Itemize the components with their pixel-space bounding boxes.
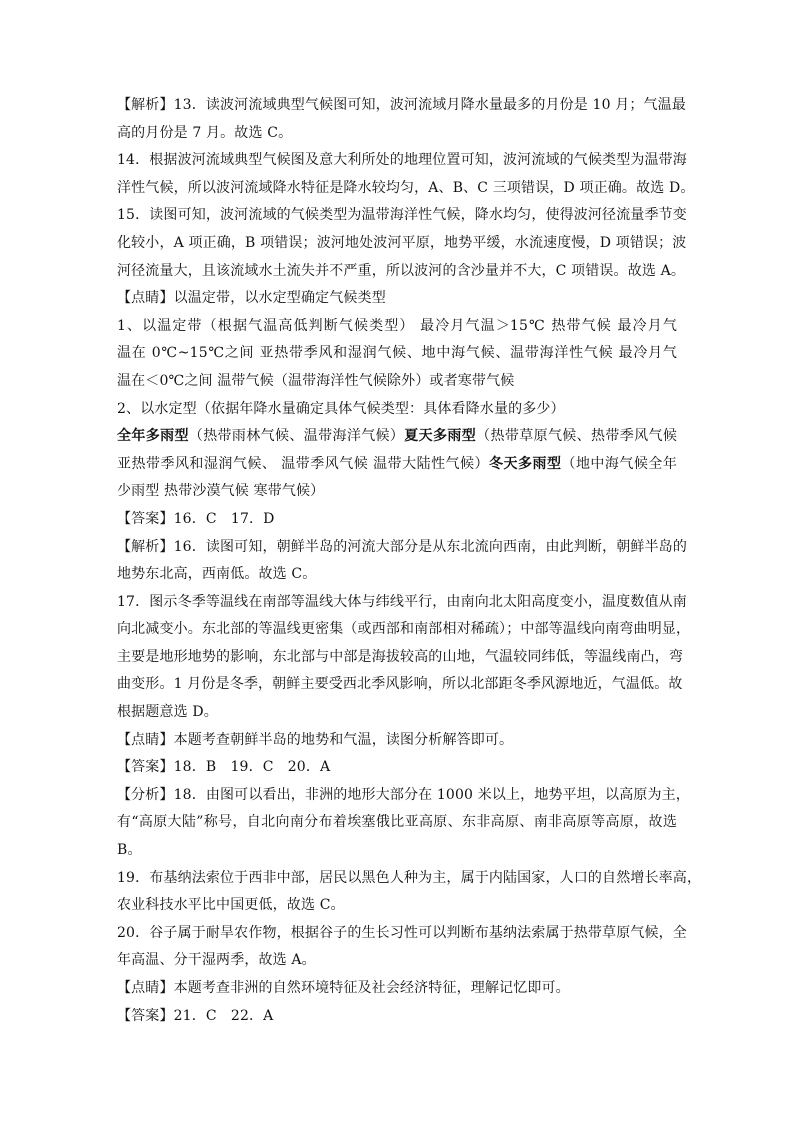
winter-rain-type: 冬天多雨型 [489, 455, 562, 472]
summer-rain-climates-end: 亚热带季风和湿润气候、 温带季风气候 温带大陆性气候） [117, 455, 490, 472]
winter-rain-climates-start: （地中海气候全年 [561, 455, 678, 472]
precipitation-rule-line-3: 少雨型 热带沙漠气候 寒带气候） [117, 483, 325, 500]
answer-18-20 [117, 754, 677, 782]
analysis-15-line-3: 河径流量大，且该流域水土流失并不严重，所以波河的含沙量并不大，C 项错误。故选 A。 [117, 262, 686, 279]
analysis-17-line-4: 曲变形。1 月份是冬季，朝鲜主要受西北季风影响，所以北部距冬季风源地近，气温低。故 [117, 676, 683, 693]
analysis-18-text: 18．由图可以看出，非洲的地形大部分在 1000 米以上，地势平坦，以高原为主， [173, 786, 690, 803]
tip-korea [117, 727, 677, 755]
answer-16-17-text: 16．C 17．D [173, 510, 275, 527]
analysis-tag: 【解析】 [117, 538, 174, 555]
tip-africa-text: 本题考查非洲的自然环境特征及社会经济特征，理解记忆即可。 [173, 980, 570, 996]
analysis-13-line-1 [117, 92, 686, 120]
tropical-rule: 最冷月气温＞15℃ 热带气候 [420, 317, 612, 334]
analysis-17-line-1: 17．图示冬季等温线在南部等温线大体与纬线平行，由南向北太阳高度变小，温度数值从南 [117, 593, 687, 610]
analysis-15-line-2: 化较小，A 项正确，B 项错误；波河地处波河平原，地势平缓，水流速度慢，D 项错误；波 [117, 234, 687, 251]
summer-rain-climates-start: （热带草原气候、热带季风气候 [476, 428, 678, 445]
analysis-14-line-2: 洋性气候，所以波河流域降水特征是降水较均匀，A、B、C 三项错误，D 项正确。故选 D。 [117, 179, 695, 196]
tip-climate-heading [117, 285, 677, 313]
analysis-18-line-2: 有“高原大陆”称号，自北向南分布着埃塞俄比亚高原、东非高原、南非高原等高原，故选 [117, 814, 677, 831]
analysis-17-line-2: 向北减变小。东北部的等温线更密集（或西部和南部相对稀疏）；中部等温线向南弯曲明显， [117, 621, 691, 638]
subtropical-rule: 温在 0℃~15℃之间 亚热带季风和湿润气候、地中海气候、温带海洋性气候 [117, 345, 614, 362]
analysis-20-line-1: 20．谷子属于耐旱农作物，根据谷子的生长习性可以判断布基纳法索属于热带草原气候，全 [117, 924, 687, 941]
analysis-18-line-1 [117, 782, 690, 810]
analysis-tag: 【解析】 [117, 97, 174, 113]
answer-16-17 [117, 506, 677, 534]
analysis-14-line-1: 14．根据波河流域典型气候图及意大利所处的地理位置可知，波河流域的气候类型为温带海 [117, 152, 687, 169]
analysis-16-line-2: 地势东北高，西南低。故选 C。 [117, 566, 317, 583]
tip-tag: 【点睛】 [117, 731, 174, 748]
document-page [117, 92, 702, 1030]
answer-tag: 【答案】 [117, 510, 174, 527]
temperature-rule-line-1 [117, 313, 677, 341]
analysis-tag: 【分析】 [117, 786, 174, 803]
analysis-17-line-5: 根据题意选 D。 [117, 704, 218, 721]
summer-rain-type: 夏天多雨型 [404, 428, 477, 445]
tip-africa [117, 975, 677, 1003]
analysis-17-line-3: 主要是地形地势的影响，东北部与中部是海拔较高的山地，气温较同纬低，等温线南凸，弯 [117, 648, 683, 665]
analysis-16-text: 16．读图可知，朝鲜半岛的河流大部分是从东北流向西南，由此判断，朝鲜半岛的 [173, 538, 687, 555]
analysis-16-line-1 [117, 534, 687, 562]
analysis-13-line-2: 高的月份是 7 月。故选 C。 [117, 124, 293, 141]
analysis-18-line-3: B。 [117, 842, 142, 859]
answer-18-20-text: 18．B 19．C 20．A [173, 759, 331, 776]
temperature-rule-lead: 1、以温定带（根据气温高低判断气候类型） [117, 317, 415, 334]
tip-korea-text: 本题考查朝鲜半岛的地势和气温，读图分析解答即可。 [173, 731, 514, 748]
temperature-rule-line-2 [117, 340, 677, 368]
precipitation-rule-line-1 [117, 423, 677, 451]
temperature-rule-line-3: 温在＜0℃之间 温带气候（温带海洋性气候除外）或者寒带气候 [117, 372, 515, 389]
answer-tag: 【答案】 [117, 759, 174, 776]
answer-21-22-text: 21．C 22．A [173, 1007, 274, 1024]
analysis-20-line-2: 年高温、分干湿两季，故选 A。 [117, 952, 316, 969]
all-year-rain-climates: （热带雨林气候、温带海洋气候） [188, 428, 405, 445]
subtropical-rule-start: 最冷月气 [617, 317, 678, 334]
answer-tag: 【答案】 [117, 1007, 174, 1024]
analysis-19-line-1: 19．布基纳法索位于西非中部，居民以黑色人种为主，属于内陆国家，人口的自然增长率高， [117, 869, 702, 886]
tip-climate-title: 以温定带，以水定型确定气候类型 [173, 290, 386, 307]
analysis-13-text: 13．读波河流域典型气候图可知，波河流域月降水量最多的月份是 10 月；气温最 [173, 97, 686, 113]
answer-21-22 [117, 1003, 677, 1031]
tip-tag: 【点睛】 [117, 290, 174, 307]
temperate-rule-start: 最冷月气 [618, 345, 677, 362]
precipitation-rule-heading: 2、以水定型（依据年降水量确定具体气候类型：具体看降水量的多少） [117, 400, 565, 417]
precipitation-rule-line-2 [117, 451, 677, 479]
analysis-19-line-2: 农业科技水平比中国更低，故选 C。 [117, 897, 345, 914]
all-year-rain-type: 全年多雨型 [117, 428, 189, 445]
tip-tag: 【点睛】 [117, 980, 174, 996]
analysis-15-line-1: 15．读图可知，波河流域的气候类型为温带海洋性气候，降水均匀，使得波河径流量季节变 [117, 207, 687, 224]
